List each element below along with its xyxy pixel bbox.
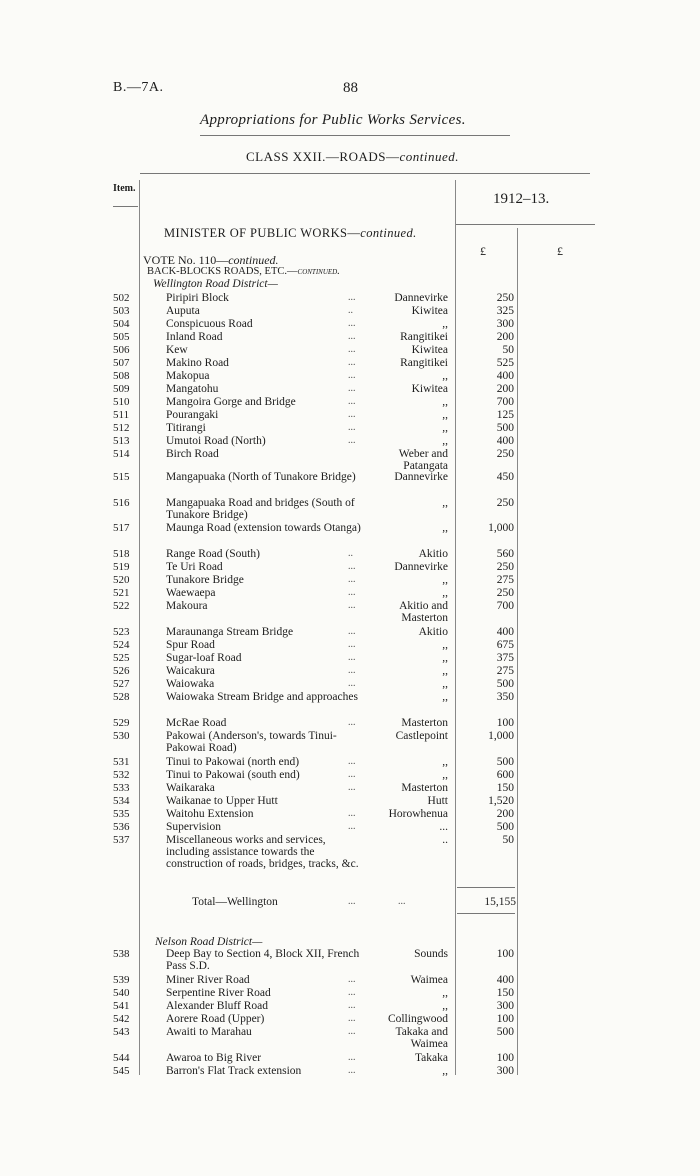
district-name: ,, — [442, 574, 448, 586]
district-name: Kiwitea — [411, 305, 448, 317]
district-name: Masterton — [401, 782, 448, 794]
item-name: Mangapuaka Road and bridges (South of Tunakore Bridge) — [166, 497, 355, 521]
amount-value: 500 — [496, 678, 514, 690]
amount-value: 1,000 — [488, 522, 514, 534]
district-name: Akitio — [418, 548, 448, 560]
amount-value: 675 — [496, 639, 514, 651]
total-label: Total—Wellington — [192, 896, 278, 908]
district-name: ,, — [442, 665, 448, 677]
amount-column-rule-left — [455, 180, 456, 1075]
district-name: Rangitikei — [400, 331, 448, 343]
amount-value: 500 — [496, 1026, 514, 1038]
item-number: 527 — [113, 678, 130, 690]
item-name: Makino Road — [166, 357, 229, 369]
leader-dots: ... — [348, 370, 356, 381]
district-name: Dannevirke — [394, 471, 448, 483]
item-number: 512 — [113, 422, 130, 434]
item-name: Te Uri Road — [166, 561, 223, 573]
item-number: 516 — [113, 497, 130, 509]
amount-value: 150 — [496, 782, 514, 794]
amount-value: 200 — [496, 808, 514, 820]
amount-value: 325 — [496, 305, 514, 317]
leader-dots: .. — [348, 548, 353, 559]
item-name: Tunakore Bridge — [166, 574, 244, 586]
item-name: Waicakura — [166, 665, 215, 677]
amount-value: 125 — [496, 409, 514, 421]
leader-dots: ... — [348, 665, 356, 676]
item-number: 525 — [113, 652, 130, 664]
amount-value: 1,000 — [488, 730, 514, 742]
leader-dots: ... — [348, 435, 356, 446]
amount-value: 400 — [496, 370, 514, 382]
item-name: Alexander Bluff Road — [166, 1000, 268, 1012]
district-name: Masterton — [401, 717, 448, 729]
total-leader-dots: ... — [398, 896, 406, 907]
district-name: Rangitikei — [400, 357, 448, 369]
item-number: 529 — [113, 717, 130, 729]
leader-dots: ... — [348, 396, 356, 407]
item-number: 533 — [113, 782, 130, 794]
item-number: 539 — [113, 974, 130, 986]
leader-dots: ... — [348, 652, 356, 663]
year-rule — [455, 224, 595, 225]
item-number: 520 — [113, 574, 130, 586]
leader-dots: ... — [348, 769, 356, 780]
leader-dots: ... — [348, 561, 356, 572]
nelson-district-heading: Nelson Road District— — [155, 936, 263, 948]
item-name: Tinui to Pakowai (north end) — [166, 756, 300, 768]
item-number: 523 — [113, 626, 130, 638]
leader-dots: ... — [348, 1065, 356, 1076]
item-name: Miner River Road — [166, 974, 250, 986]
item-name: Awaiti to Marahau — [166, 1026, 252, 1038]
amount-value: 50 — [502, 834, 514, 846]
amount-value: 100 — [496, 1013, 514, 1025]
item-name: Mangapuaka (North of Tunakore Bridge) — [166, 471, 356, 483]
leader-dots: ... — [348, 756, 356, 767]
item-number: 538 — [113, 948, 130, 960]
amount-value: 250 — [496, 292, 514, 304]
item-number: 530 — [113, 730, 130, 742]
page-title: Appropriations for Public Works Services. — [200, 112, 466, 128]
item-name: Deep Bay to Section 4, Block XII, French Pass S.D. — [166, 948, 360, 972]
district-name: ,, — [442, 435, 448, 447]
district-name: ,, — [442, 987, 448, 999]
page-number: 88 — [343, 80, 358, 96]
district-name: Akitio and Masterton — [399, 600, 448, 624]
item-name: Waewaepa — [166, 587, 216, 599]
item-number: 513 — [113, 435, 130, 447]
district-name: Akitio — [418, 626, 448, 638]
item-number: 532 — [113, 769, 130, 781]
amount-value: 250 — [496, 448, 514, 460]
item-number: 503 — [113, 305, 130, 317]
district-name: ,, — [442, 497, 448, 509]
amount-value: 500 — [496, 821, 514, 833]
item-number: 514 — [113, 448, 130, 460]
district-name: ,, — [442, 1065, 448, 1077]
amount-value: 500 — [496, 422, 514, 434]
item-name: Waikaraka — [166, 782, 215, 794]
leader-dots: ... — [348, 1052, 356, 1063]
item-number: 519 — [113, 561, 130, 573]
district-name: Weber and Patangata — [398, 448, 448, 472]
amount-value: 400 — [496, 435, 514, 447]
item-number: 502 — [113, 292, 130, 304]
currency-symbol-2: £ — [557, 244, 563, 258]
item-number: 524 — [113, 639, 130, 651]
item-name: Mangatohu — [166, 383, 219, 395]
amount-value: 100 — [496, 1052, 514, 1064]
total-leader-dots: ... — [348, 896, 356, 907]
leader-dots: ... — [348, 782, 356, 793]
district-name: Dannevirke — [394, 292, 448, 304]
district-name: ,, — [442, 522, 448, 534]
item-name: Tinui to Pakowai (south end) — [166, 769, 300, 781]
leader-dots: ... — [348, 639, 356, 650]
item-name: Serpentine River Road — [166, 987, 271, 999]
backblocks-heading: BACK-BLOCKS ROADS, ETC.—continued. — [147, 266, 340, 277]
item-name: Mangoira Gorge and Bridge — [166, 396, 296, 408]
total-amount: 15,155 — [484, 896, 516, 908]
district-name: ,, — [442, 409, 448, 421]
amount-value: 400 — [496, 626, 514, 638]
item-name: McRae Road — [166, 717, 227, 729]
item-name: Pourangaki — [166, 409, 219, 421]
item-number: 528 — [113, 691, 130, 703]
amount-value: 560 — [496, 548, 514, 560]
amount-value: 400 — [496, 974, 514, 986]
item-number: 544 — [113, 1052, 130, 1064]
item-number: 509 — [113, 383, 130, 395]
item-number: 505 — [113, 331, 130, 343]
item-number: 506 — [113, 344, 130, 356]
district-name: Waimea — [410, 974, 448, 986]
amount-value: 150 — [496, 987, 514, 999]
district-name: ,, — [442, 318, 448, 330]
amount-value: 700 — [496, 396, 514, 408]
leader-dots: ... — [348, 600, 356, 611]
item-name: Barron's Flat Track extension — [166, 1065, 302, 1077]
total-rule-top — [457, 887, 515, 888]
title-rule — [200, 135, 510, 136]
district-name: ,, — [442, 587, 448, 599]
district-name: Horowhenua — [388, 808, 448, 820]
amount-value: 375 — [496, 652, 514, 664]
amount-value: 50 — [502, 344, 514, 356]
item-name: Pakowai (Anderson's, towards Tinui-Pakowai Road) — [166, 730, 337, 754]
district-name: Sounds — [414, 948, 448, 960]
leader-dots: ... — [348, 409, 356, 420]
amount-value: 300 — [496, 1065, 514, 1077]
amount-value: 200 — [496, 383, 514, 395]
district-name: Hutt — [427, 795, 448, 807]
amount-value: 300 — [496, 318, 514, 330]
district-name: ... — [439, 821, 448, 833]
item-name: Maraunanga Stream Bridge — [166, 626, 294, 638]
amount-value: 100 — [496, 948, 514, 960]
item-name: Spur Road — [166, 639, 215, 651]
document-code: B.—7A. — [113, 80, 164, 95]
item-number: 515 — [113, 471, 130, 483]
leader-dots: ... — [348, 344, 356, 355]
item-column-rule — [139, 180, 140, 1075]
item-name: Waiowaka Stream Bridge and approaches — [166, 691, 358, 703]
amount-value: 250 — [496, 497, 514, 509]
item-name: Waitohu Extension — [166, 808, 254, 820]
item-name: Supervision — [166, 821, 221, 833]
item-number: 507 — [113, 357, 130, 369]
amount-value: 250 — [496, 561, 514, 573]
item-name: Aorere Road (Upper) — [166, 1013, 265, 1025]
amount-column-rule-mid — [517, 228, 518, 1075]
item-name: Waikanae to Upper Hutt — [166, 795, 278, 807]
item-number: 535 — [113, 808, 130, 820]
item-number: 510 — [113, 396, 130, 408]
item-number: 522 — [113, 600, 130, 612]
district-name: Collingwood — [387, 1013, 448, 1025]
amount-value: 1,520 — [488, 795, 514, 807]
item-number: 531 — [113, 756, 130, 768]
amount-value: 100 — [496, 717, 514, 729]
item-name: Piripiri Block — [166, 292, 229, 304]
item-number: 543 — [113, 1026, 130, 1038]
item-number: 534 — [113, 795, 130, 807]
item-number: 542 — [113, 1013, 130, 1025]
item-name: Umutoi Road (North) — [166, 435, 266, 447]
item-column-header: Item. — [113, 183, 136, 194]
year-column-header: 1912–13. — [493, 191, 550, 207]
item-number: 540 — [113, 987, 130, 999]
leader-dots: ... — [348, 626, 356, 637]
district-name: .. — [442, 834, 448, 846]
item-name: Miscellaneous works and services, including assistance towards the construction of roads, bridges, tracks, &c. — [166, 834, 359, 870]
item-underline — [113, 206, 138, 207]
header-top-rule — [140, 173, 590, 174]
leader-dots: ... — [348, 1013, 356, 1024]
item-number: 517 — [113, 522, 130, 534]
item-name: Birch Road — [166, 448, 219, 460]
leader-dots: ... — [348, 331, 356, 342]
currency-symbol-1: £ — [480, 244, 486, 258]
leader-dots: ... — [348, 357, 356, 368]
amount-value: 275 — [496, 665, 514, 677]
item-number: 537 — [113, 834, 130, 846]
leader-dots: .. — [348, 305, 353, 316]
item-name: Titirangi — [166, 422, 206, 434]
item-name: Range Road (South) — [166, 548, 260, 560]
district-name: ,, — [442, 652, 448, 664]
leader-dots: ... — [348, 808, 356, 819]
leader-dots: ... — [348, 821, 356, 832]
district-name: ,, — [442, 691, 448, 703]
item-number: 518 — [113, 548, 130, 560]
item-name: Inland Road — [166, 331, 223, 343]
leader-dots: ... — [348, 574, 356, 585]
amount-value: 525 — [496, 357, 514, 369]
item-number: 545 — [113, 1065, 130, 1077]
leader-dots: ... — [348, 318, 356, 329]
amount-value: 450 — [496, 471, 514, 483]
district-name: ,, — [442, 769, 448, 781]
item-name: Waiowaka — [166, 678, 215, 690]
item-number: 504 — [113, 318, 130, 330]
district-name: Castlepoint — [395, 730, 448, 742]
district-name: Takaka — [414, 1052, 448, 1064]
amount-value: 600 — [496, 769, 514, 781]
total-rule-bottom — [457, 913, 515, 914]
district-name: ,, — [442, 678, 448, 690]
item-name: Auputa — [166, 305, 200, 317]
district-name: ,, — [442, 639, 448, 651]
district-name: Kiwitea — [411, 344, 448, 356]
leader-dots: ... — [348, 422, 356, 433]
item-name: Makoura — [166, 600, 208, 612]
district-name: ,, — [442, 370, 448, 382]
amount-value: 500 — [496, 756, 514, 768]
amount-value: 350 — [496, 691, 514, 703]
leader-dots: ... — [348, 974, 356, 985]
item-name: Makopua — [166, 370, 210, 382]
district-name: ,, — [442, 1000, 448, 1012]
leader-dots: ... — [348, 717, 356, 728]
amount-value: 700 — [496, 600, 514, 612]
district-name: ,, — [442, 396, 448, 408]
district-name: Dannevirke — [394, 561, 448, 573]
leader-dots: ... — [348, 1000, 356, 1011]
item-name: Conspicuous Road — [166, 318, 253, 330]
district-name: Kiwitea — [411, 383, 448, 395]
wellington-district-heading: Wellington Road District— — [153, 278, 278, 290]
leader-dots: ... — [348, 987, 356, 998]
item-number: 536 — [113, 821, 130, 833]
district-name: ,, — [442, 756, 448, 768]
minister-heading: MINISTER OF PUBLIC WORKS—continued. — [164, 226, 417, 240]
district-name: Takaka and Waimea — [395, 1026, 448, 1050]
item-name: Awaroa to Big River — [166, 1052, 262, 1064]
leader-dots: ... — [348, 1026, 356, 1037]
item-number: 508 — [113, 370, 130, 382]
vote-heading: VOTE No. 110—continued. — [143, 253, 279, 267]
class-title: CLASS XXII.—ROADS—continued. — [246, 149, 459, 164]
item-name: Sugar-loaf Road — [166, 652, 242, 664]
item-number: 541 — [113, 1000, 130, 1012]
item-number: 511 — [113, 409, 130, 421]
leader-dots: ... — [348, 587, 356, 598]
leader-dots: ... — [348, 678, 356, 689]
amount-value: 300 — [496, 1000, 514, 1012]
amount-value: 200 — [496, 331, 514, 343]
item-name: Kew — [166, 344, 188, 356]
amount-value: 275 — [496, 574, 514, 586]
leader-dots: ... — [348, 292, 356, 303]
amount-value: 250 — [496, 587, 514, 599]
item-number: 526 — [113, 665, 130, 677]
leader-dots: ... — [348, 383, 356, 394]
district-name: ,, — [442, 422, 448, 434]
item-number: 521 — [113, 587, 130, 599]
item-name: Maunga Road (extension towards Otanga) — [166, 522, 361, 534]
